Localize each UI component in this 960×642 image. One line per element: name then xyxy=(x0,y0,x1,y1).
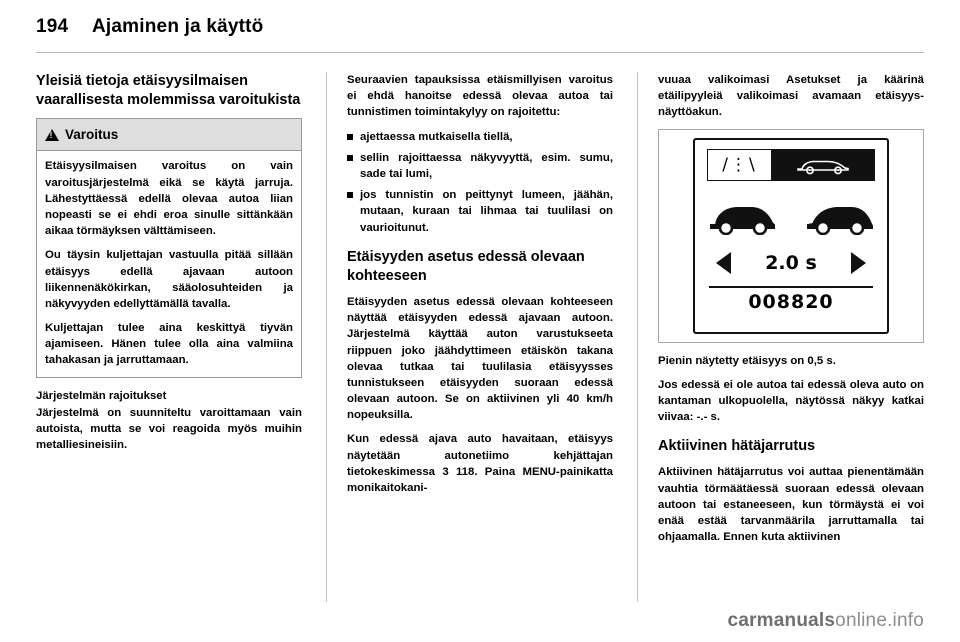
lane-departure-icon: /⋮\ xyxy=(707,149,771,181)
section-heading-active-braking: Aktiivinen hätäjarrutus xyxy=(658,438,816,455)
odometer-value: 008820 xyxy=(748,290,834,313)
warning-paragraph-1: Etäisyysilmaisen varoitus on vain varoitusjärjestelmä eikä se käytä jarruja. Lähestyttäessä edellä olevaa autoa liian nopeasti se ei ehdi eroa sinulle sittänkään aikaa törmäyksen välttämiseen. xyxy=(45,160,293,238)
page-number: 194 xyxy=(36,16,69,37)
warning-box-title xyxy=(37,119,301,151)
display-divider xyxy=(709,286,873,288)
warning-box-body xyxy=(37,151,301,376)
subheading-limitations: Järjestelmän rajoitukset xyxy=(36,389,167,402)
warning-label: Varoitus xyxy=(65,127,119,143)
right-triangle-icon[interactable] xyxy=(851,252,866,274)
column-1 xyxy=(36,72,302,602)
list-item: sellin rajoittaessa näkyvyyttä, esim. sumu, sade tai lumi, xyxy=(347,150,613,182)
driver-info-display xyxy=(693,138,889,334)
warning-triangle-icon xyxy=(45,129,59,141)
list-item: ajettaessa mutkaisella tiellä, xyxy=(347,129,613,145)
limitations-bullet-list xyxy=(347,129,613,236)
column3-paragraph-2: Jos edessä ei ole autoa tai edessä oleva auto on kantaman ulkopuolella, näytössä näkyy katkai viivaa: -.- s. xyxy=(658,378,924,424)
column3-body-paragraph: Aktiivinen hätäjarrutus voi auttaa pienentämään vauhtia törmäätäessä suoraan edessä olevaan autoon tai estaneeseen, kun törmäystä ei voi enää estää tarvanmäärila jarruttamalla tai ohjaamalla. Ennen kuta aktiivinen xyxy=(658,466,924,544)
display-top-row xyxy=(707,149,875,181)
watermark-brand: carmanuals xyxy=(727,610,836,631)
car-icon xyxy=(771,149,875,181)
section-heading-distance-setting: Etäisyyden asetus edessä olevaan kohteeseen xyxy=(347,248,585,284)
page-header xyxy=(36,16,924,38)
watermark-suffix: online.info xyxy=(835,610,924,631)
column2-paragraph-2: Kun edessä ajava auto havaitaan, etäisyys näytetään autonetiimo kehjättajan tietokeskimessa 3 118. Paina MENU-painikatta monikaitokani- xyxy=(347,433,613,494)
distance-selector[interactable] xyxy=(716,250,866,277)
lead-vehicle-icon xyxy=(706,195,778,240)
warning-paragraph-3: Kuljettajan tulee aina keskittyä tiyvän ajamiseen. Hänen tulee olla aina valmiina tahakasan ja jarruttamaan. xyxy=(45,322,293,367)
header-divider xyxy=(36,52,924,53)
display-illustration xyxy=(658,129,924,343)
column-3 xyxy=(658,72,924,602)
column-divider-2 xyxy=(637,72,638,602)
section-heading-general-info: Yleisiä tietoja etäisyysilmaisen vaarallisesta molemmissa varoitukista xyxy=(36,73,301,109)
warning-paragraph-2: Ou täysin kuljettajan vastuulla pitää sillään etäisyys edellä ajavaan autoon liikennenäkökirkan, sääolosuhteiden ja näkyvyyden edellyttämällä tavalla. xyxy=(45,249,293,310)
column-2 xyxy=(347,72,613,602)
column3-top-paragraph: vuuaa valikoimasi Asetukset ja käärinä etäilipyyleiä valikoimasi avamaan etäisyysnäyttöakun. xyxy=(658,74,924,119)
left-triangle-icon[interactable] xyxy=(716,252,731,274)
column1-body-paragraph: Järjestelmä on suunniteltu varoittamaan vain autoista, mutta se voi reagoida myös muihin metalliesineisiin. xyxy=(36,406,302,452)
vehicle-pair-row xyxy=(706,195,876,240)
own-vehicle-icon xyxy=(804,195,876,240)
warning-box xyxy=(36,118,302,377)
chapter-title: Ajaminen ja käyttö xyxy=(92,16,264,37)
watermark-footer xyxy=(728,610,924,632)
column3-paragraph-1: Pienin näytetty etäisyys on 0,5 s. xyxy=(658,354,836,367)
content-columns xyxy=(36,72,924,602)
distance-value: 2.0 s xyxy=(765,251,817,274)
column2-intro-paragraph: Seuraavien tapauksissa etäismillyisen varoitus ei ehdä hanoitse edessä olevaa autoa tai tunnistimen toimintakylyy on rajoitettu: xyxy=(347,74,613,119)
list-item: jos tunnistin on peittynyt lumeen, jäähän, mutaan, kuraan tai lihmaa tai tuulilasi on vaurioitunut. xyxy=(347,187,613,236)
column2-paragraph-1: Etäisyyden asetus edessä olevaan kohteeseen näyttää etäisyyden edessä ajavaan autoon. Järjestelmä käyttää auton varustukseeta riippuen joko jäähdyttimeen etäiskön takana olevaa tutkaa tai tuulilasia etäisyysses tunnistukseen etäisyyden suoraan edessä olevaan autoon. Se on aktiivinen yli 40 km/h nopeuksilla. xyxy=(347,295,613,422)
column-divider-1 xyxy=(326,72,327,602)
